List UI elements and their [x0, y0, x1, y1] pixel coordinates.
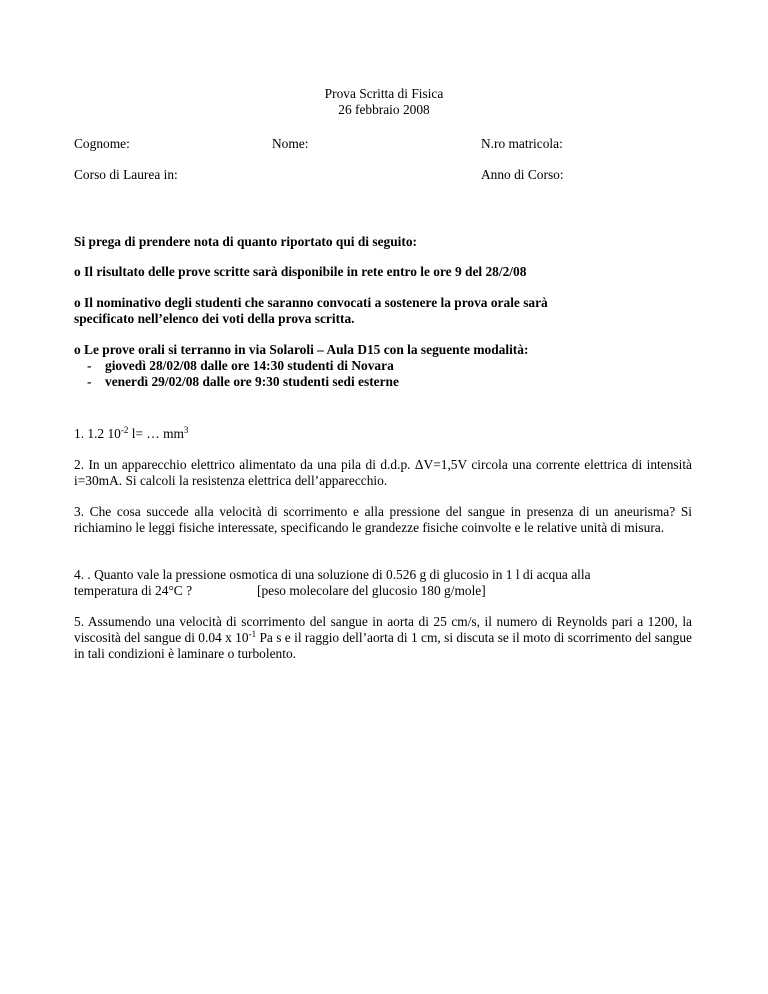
notice-item-schedule: o Le prove orali si terranno in via Solaroli – Aula D15 con la seguente modalità:	[74, 342, 529, 357]
exam-title: Prova Scritta di Fisica	[324, 86, 444, 101]
notice-item-results: o Il risultato delle prove scritte sarà disponibile in rete entro le ore 9 del 28/2/08	[74, 264, 527, 279]
question-5	[74, 614, 692, 662]
question-5-exponent: -1	[248, 629, 257, 639]
question-1-unit-exponent: 3	[183, 425, 189, 435]
question-1-text-b: l= … mm	[128, 426, 184, 441]
degree-course-label: Corso di Laurea in:	[74, 167, 178, 182]
question-1-exponent: -2	[120, 425, 129, 435]
schedule-external-text: venerdì 29/02/08 dalle ore 9:30 studenti sedi esterne	[105, 374, 399, 389]
question-5-text-b: Pa s e il raggio dell’aorta di 1 cm, si discuta se il moto di scorrimento del sangue in tali condizioni è laminare o turbolento.	[74, 630, 692, 661]
question-1	[74, 426, 188, 442]
question-2: 2. In un apparecchio elettrico alimentato da una pila di d.d.p. ΔV=1,5V circola una corrente elettrica di intensità i=30mA. Si calcoli la resistenza elettrica dell’apparecchio.	[74, 457, 692, 488]
schedule-item-novara	[87, 358, 394, 374]
surname-label: Cognome:	[74, 136, 130, 151]
question-3: 3. Che cosa succede alla velocità di scorrimento e alla pressione del sangue in presenza di un aneurisma? Si richiamino le leggi fisiche interessate, specificando le grandezze fisiche coinvolte e le relative unità di misura.	[74, 504, 692, 535]
notice-intro: Si prega di prendere nota di quanto riportato qui di seguito:	[74, 234, 417, 249]
question-4-line1: 4. . Quanto vale la pressione osmotica di una soluzione di 0.526 g di glucosio in 1 l di acqua alla	[74, 567, 591, 582]
schedule-item-external	[87, 374, 399, 390]
course-year-label: Anno di Corso:	[481, 167, 564, 182]
question-1-text-a: 1. 1.2 10	[74, 426, 121, 441]
notice-item-oral-line1: o Il nominativo degli studenti che saranno convocati a sostenere la prova orale sarà	[74, 295, 548, 310]
student-id-label: N.ro matricola:	[481, 136, 563, 151]
notice-item-oral-line2: specificato nell’elenco dei voti della prova scritta.	[74, 311, 355, 326]
exam-date: 26 febbraio 2008	[338, 102, 430, 117]
question-4-line2b: [peso molecolare del glucosio 180 g/mole]	[257, 583, 486, 598]
name-label: Nome:	[272, 136, 309, 151]
list-dash: -	[87, 358, 92, 373]
list-dash: -	[87, 374, 92, 389]
schedule-novara-text: giovedì 28/02/08 dalle ore 14:30 studenti di Novara	[105, 358, 394, 373]
question-4-line2a: temperatura di 24°C ?	[74, 583, 193, 598]
question-5-text-a: 5. Assumendo una velocità di scorrimento del sangue in aorta di 25 cm/s, il numero di Reynolds pari a 1200, la viscosità del sangue di 0.04 x 10	[74, 614, 692, 645]
